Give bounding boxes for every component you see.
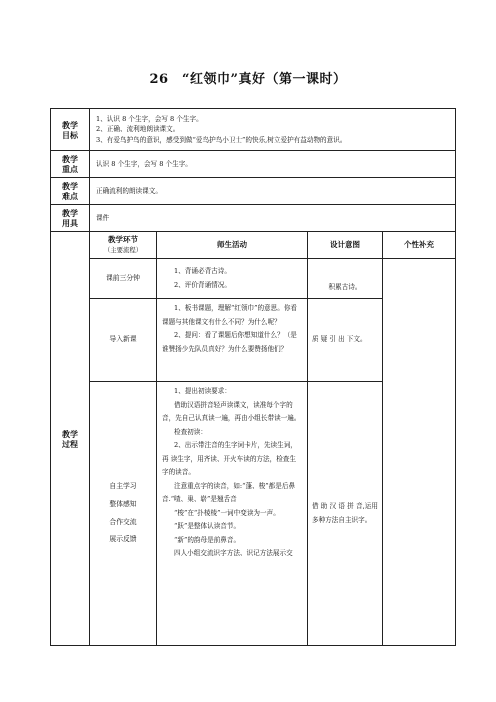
key-points-row — [51, 151, 456, 178]
activity-cell — [157, 259, 308, 299]
objectives-label-text: 教学 目标 — [62, 119, 78, 140]
activity-line: 2、提问：看了课题后你想知道什么？（是谁赞扬少先队员真好？为什么要赞扬他们？ — [162, 331, 297, 353]
intent-cell: 质 疑 引 出 下文。 — [308, 299, 383, 382]
table-row — [51, 259, 456, 299]
activity-header: 师生活动 — [157, 232, 308, 259]
stage-header-sub: （主要流程） — [103, 245, 143, 254]
objective-item: 2、正确、流利地朗读课文。 — [96, 125, 180, 134]
process-header-row — [51, 232, 456, 259]
objective-item: 1、认识 8 个生字，会写 8 个生字。 — [96, 114, 203, 123]
objectives-content — [90, 109, 456, 151]
stage-header-text: 教学环节 — [108, 235, 138, 245]
tools-label-text: 教学 用具 — [62, 208, 78, 228]
intent-header: 设计意图 — [308, 232, 383, 259]
activity-cell — [157, 299, 308, 382]
page-title: 26 “红领巾”真好（第一课时） — [149, 72, 347, 87]
activity-line: 1、板书课题，理解“红领巾”的意思。你看课题与其他课文有什么不同？为什么呢？ — [162, 304, 298, 326]
activity-line: 1、背诵必背古诗。 — [174, 266, 231, 275]
tools-row — [51, 205, 456, 232]
activity-line: “跃”是整体认读音节。 — [174, 522, 241, 531]
stage-cell: 导入新课 — [90, 299, 157, 382]
activity-line: “梭”在“扑棱棱”一词中变读为一声。 — [174, 508, 280, 517]
intent-cell: 借 助 汉 语 拼 音,运用多种方法自主识字。 — [308, 382, 383, 646]
stage-cell — [90, 382, 157, 646]
objectives-label — [51, 109, 90, 151]
stage-cell-text: 自主学习 整体感知 合作交流 展示反馈 — [109, 482, 137, 544]
process-label — [51, 232, 90, 646]
personal-header: 个性补充 — [383, 232, 456, 259]
activity-line: “新”的韵母是前鼻音。 — [174, 535, 241, 544]
key-points-content: 认识 8 个生字，会写 8 个生字。 — [90, 151, 456, 178]
difficulties-label-text: 教学 难点 — [62, 181, 78, 201]
key-points-label-text: 教学 重点 — [62, 154, 78, 174]
objectives-row — [51, 109, 456, 151]
personal-cell — [383, 259, 456, 646]
stage-header — [90, 232, 157, 259]
process-label-text: 教学 过程 — [62, 428, 78, 449]
activity-line: 1、提出初读要求： — [174, 387, 231, 395]
activity-line: 注意重点字的读音，如:“蓬、梭”都是后鼻音.“喳、巢、崭”是翘舌音 — [162, 481, 296, 504]
key-points-label — [51, 151, 90, 178]
activity-cell — [157, 382, 308, 646]
difficulties-row — [51, 178, 456, 205]
tools-content: 课件 — [90, 205, 456, 232]
activity-line: 2、评价背诵情况。 — [174, 280, 231, 289]
activity-line: 检查初读： — [174, 427, 207, 436]
objective-item: 3、有爱鸟护鸟的意识，感受到做“爱鸟护鸟小卫士”的快乐,树立爱护有益动物的意识。 — [96, 135, 347, 144]
intent-cell: 积累古诗。 — [308, 259, 383, 299]
stage-cell: 课前三分钟 — [90, 259, 157, 299]
activity-line: 借助汉语拼音轻声读课文，读准每个字的音，先自己认真读一遍，再由小组长带读一遍。 — [162, 400, 301, 423]
tools-label — [51, 205, 90, 232]
lesson-plan-table — [50, 108, 456, 646]
difficulties-label — [51, 178, 90, 205]
activity-line: 2、出示带注音的生字词卡片，先读生词，再 读生字，用齐读、开火车读的方法，检查生字的读音。 — [162, 441, 297, 477]
difficulties-content: 正确流利的朗读课文。 — [90, 178, 456, 205]
activity-line: 四人小组交流识字方法、识记方法展示交 — [174, 549, 293, 558]
